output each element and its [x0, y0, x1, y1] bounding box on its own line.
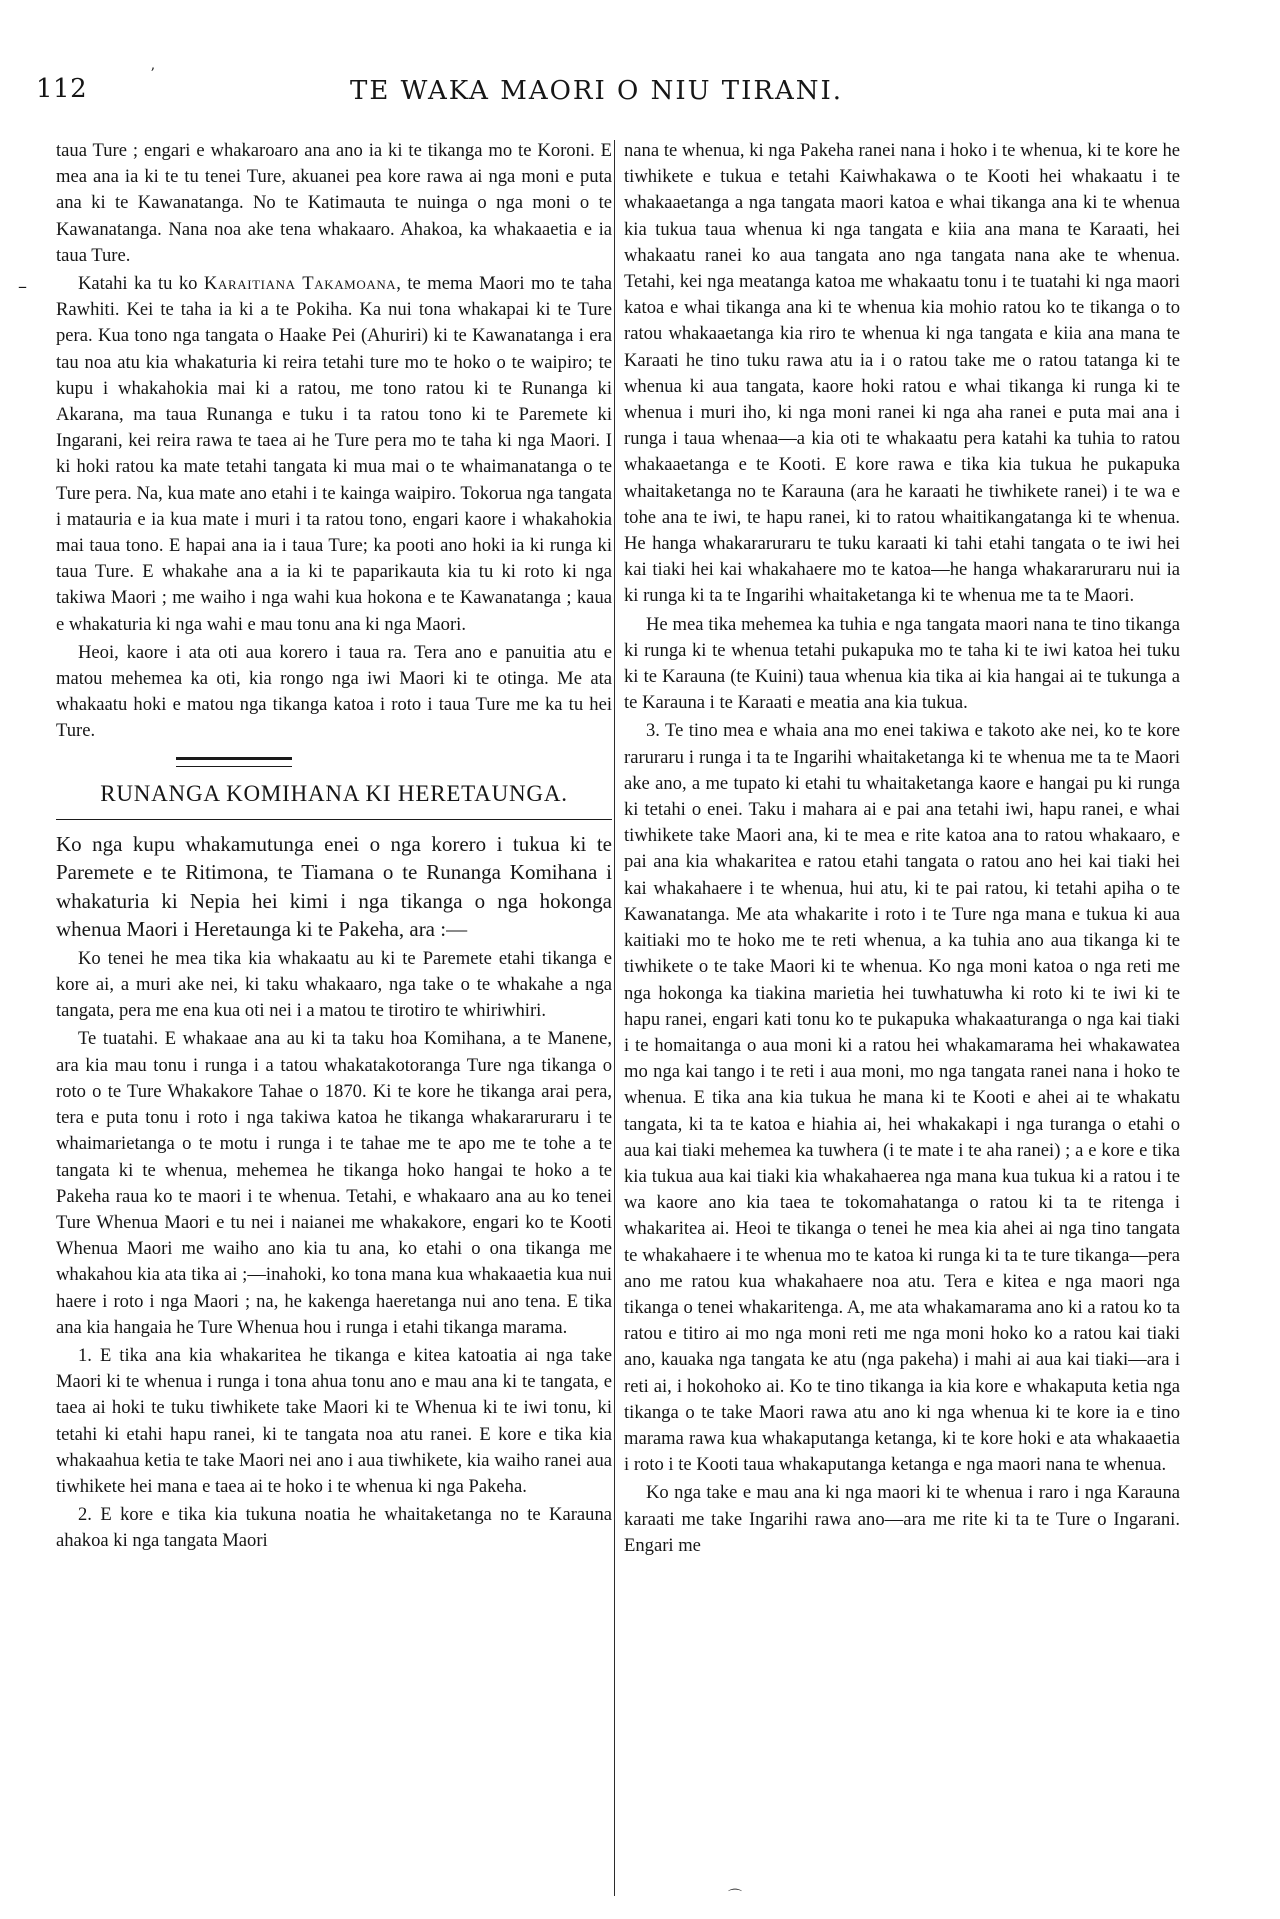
print-footer-mark: ⌒	[728, 1889, 742, 1905]
paragraph	[56, 271, 612, 638]
paragraph: Ko tenei he mea tika kia whakaatu au ki te Paremete etahi tikanga e kore ai, a muri ake nei, ki taku whakaaro, nga take o te whakahe a nga tangata, pera me ena kua oti nei i a matou te tirotiro te whiriwhiri.	[56, 947, 612, 1022]
speaker-name: Karaitiana Takamoana	[203, 273, 397, 295]
section-heading: RUNANGA KOMIHANA KI HERETAUNGA.	[100, 780, 568, 806]
paragraph: 2. E kore e tika kia tukuna noatia he whaitaketanga no te Karauna ahakoa ki nga tangata Maori	[56, 1504, 612, 1552]
left-column	[56, 138, 612, 1898]
paragraph: He mea tika mehemea ka tuhia e nga tangata maori nana te tino tikanga ki runga ki te whenua tetahi pukapuka mo te taha ki te iwi katoa hei tuku ki te Karauna (te Kuini) taua whenua kia tika ai kia hangai ai te tukunga a te Karauna i te Karaati e meatia ana kia tukua.	[624, 613, 1180, 714]
column-rule	[614, 140, 615, 1896]
paragraph: Te tuatahi. E whakaae ana au ki ta taku hoa Komihana, a te Manene, ara kia mau tonu i runga i a tatou whakatakotoranga Ture nga tikanga o roto o te Ture Whakakore Tahae o 1870. Ki te kore he tikanga arai pera, tera e puta tonu i roto i nga takiwa katoa he tikanga whakararuraru i te whaimarietanga o te motu i runga i te tahae me te apo me te tohe a te tangata ki te whenua, mehemea he tikanga hoko hangai te hoko a te Pakeha raua ko te maori i te whenua. Tetahi, e whakaaro ana au ko tenei Ture Whenua Maori e tu nei i naianei me whakakore, engari ko te Kooti Whenua Maori me waiho ano kia tu ana, ko etahi o ona tikanga me whakahou kia ata tika ai ;—inahoki, ko tona mana kua whakaaetia kua nui haere i roto i nga Maori ; na, he kakenga haeretanga nui ano tena. E tika ana kia hangaia he Ture Whenua hou i runga i etahi tikanga marama.	[56, 1028, 612, 1338]
paragraph: nana te whenua, ki nga Pakeha ranei nana i hoko i te whenua, ki te kore he tiwhikete e tukua e tetahi Kaiwhakawa o te Kooti hei whakaatu i te whakaaetanga a nga tangata maori katoa e whai tikanga ana ki te whenua kia tukua taua whenua ki nga tangata e kiia ana mana te Karaati, hei whakaatu ranei ko aua tangata ano nga tangata nana ake te whenua. Tetahi, kei nga meatanga katoa me whakaatu tonu i te tuatahi ki nga maori katoa e whai tikanga ana ki te whenua kia mohio ratou ko te tikanga o to ratou whakaaetanga kia riro te whenua ki nga tangata e kiia ana mana te Karaati he tino tuku rawa atu ia i o ratou take me o ratou tatanga ki te whenua ki aua tangata, kaore hoki ratou e whai tikanga ki runga ki te whenua i muri iho, ki nga moni ranei ki nga aha ranei e puta mai ana i runga i taua whenaa—a kia oti te whakaatu pera katahi ka tuhia to ratou whakaaetanga e te Kooti. E kore rawa e tika kia tukua he pukapuka whaitaketanga no te Karauna (ara he karaati he tiwhikete ranei) i te wa e tohe ana te iwi, te hapu ranei, ki to ratou whaitikangatanga ki te whenua. He hanga whakararuraru te tuku karaati ki tahi etahi tangata o te iwi hei kai tiaki hei kai whakahaere mo te katoa—he hanga whakararuraru nui ia ki runga ki ta te Ingarihi whaitaketanga ki te whenua me ta te Maori.	[624, 140, 1180, 607]
page-number: 112	[36, 74, 88, 104]
running-title: TE WAKA MAORI O NIU TIRANI.	[350, 76, 844, 106]
paragraph: Ko nga take e mau ana ki nga maori ki te whenua i raro i nga Karauna karaati me take Ingarihi rawa ano—ara me rite ki ta te Ture o Ingarani. Engari me	[624, 1482, 1180, 1556]
paragraph: Heoi, kaore i ata oti aua korero i taua ra. Tera ano e panuitia atu e matou mehemea ka oti, kia rongo nga iwi Maori ki te otinga. Me ata whakaatu hoki e matou nga tikanga katoa i roto i taua Ture me ka tu hei Ture.	[56, 641, 612, 742]
paragraph: 3. Te tino mea e whaia ana mo enei takiwa e takoto ake nei, ko te kore raruraru i runga i ta te Ingarihi whaitaketanga ki te whenua me ta te Maori ake ano, a me tupato ki etahi tu whaitaketanga kaore e hangai pu ki runga ki tetahi o enei. Taku i mahara ai e pai ana tetahi iwi, hapu ranei, e whai tiwhikete take Maori ana, ki te mea e rite katoa ana to ratou whakaaro, e pai ana kia whakaritea e ratou etahi tangata o ratou ano hei kai tiaki hei kai whakahaere i te whenua, hui atu, ki te pai ratou, ki tetahi apiha o te Kawanatanga. Me ata whakarite i roto i te Ture nga mana e tukua ki aua kaitiaki mo te hoko me te reti whenua, a ka tuhia ano aua tikanga ki te tiwhikete o te take Maori ki te whenua. Ko nga moni katoa o nga reti me nga hokonga ka tiakina marietia hei tuwhatuwha ki roto ki te iwi ki te hapu ranei, engari kati tonu ko te pukapuka whakaaturanga o nga kai tiaki i te homaitanga o aua moni ki a ratou hei whakamarama hei whakawatea mo nga kai tango i te reti i aua moni, mo nga tangata ranei nana i hoko te whenua. E tika ana kia tukua he mana ki te Kooti e ahei ai te whakatu tangata, ki ta te katoa e hiahia ai, hei whakakapi i nga turanga o etahi o aua kai tiaki mehemea ka tuwhera (i te mate i te aha ranei) ; a e kore e tika kia tukua aua kai tiaki kia whakahaerea nga mana kua tukua ki a ratou i te wa kaore ano kia taea te tokomahatanga o ratou ki ta te ritenga i whakaritea ai. Heoi te tikanga o tenei he mea kia ahei ai nga tino tangata te whakahaere i te whenua mo te katoa ki runga ki ta te ture tikanga—pera ano me ratou kua whakahaere noa atu. Tera e kitea e nga maori nga tikanga o tenei whakaritenga. A, me ata whakamarama ano ki a ratou ko ta ratou e titiro ai mo nga moni reti me nga moni hoko ko a ratou kai tiaki ano, kauaka nga tangata ke atu (nga pakeha) i mahi ai aua kai tiaki—ara i reti ai, i hokohoko ai. Ko te tino tikanga ia kia kore e whakaputa ketia nga tikanga o te take Maori rawa atu ano ki nga whenua ki te kore ia e tino marama rawa kua whakaputanga ketanga, ki te kore hoki e ata whakaaetia i roto i te Kooti taua whakaputanga ketanga e nga maori nana te whenua.	[624, 720, 1180, 1476]
paragraph: taua Ture ; engari e whakaroaro ana ano ia ki te tikanga mo te Koroni. E mea ana ia ki te tu tenei Ture, akuanei pea kore rawa ai nga moni e puta ana ki te Kawanatanga. No te Katimauta te nuinga o nga moni o te Kawanatanga. Nana noa ake tena whakaaro. Ahakoa, ka whakaaetia e ia taua Ture.	[56, 140, 612, 266]
margin-dash: –	[18, 276, 27, 297]
paragraph-body: , te mema Maori mo te taha Rawhiti. Kei te taha ia ki a te Pokiha. Ka nui tona whakapai ki te Ture pera. Kua tono nga tangata o Haake Pei (Ahuriri) ki te Kawanatanga i era tau noa atu kia whakaturia ki reira tetahi ture mo te hoko o te waipiro; te kupu i whakahokia mai ki a ratou, me tono ratou ki te Runanga ki Akarana, ma taua Runanga e tuku i ta ratou tono ki te Paremete ki Ingarani, kei reira rawa te taea ai he Ture pera mo te taha ki nga Maori. I ki hoki ratou ka mate tetahi tangata ki mua mai o te whaimanatanga o te Ture pera. Na, kua mate ano etahi i te kainga waipiro. Tokorua nga tangata i matauria e ia kua mate i muri i ta ratou tono, engari kaore i whakahokia mai taua tono. E hapai ana ia i taua Ture; ka pooti ano hoki ia ki runga ki taua Ture. E whakahe ana a ia ki te paparikauta kia tu ki roto ki nga takiwa Maori ; me waiho i nga wahi kua hokona e te Kawanatanga ; kaua e whakaturia ki nga wahi e mau tonu ana ki nga Maori.	[56, 273, 612, 635]
print-tick-mark: ʼ	[150, 66, 155, 82]
paragraph: 1. E tika ana kia whakaritea he tikanga e kitea katoatia ai nga take Maori ki te whenua i runga i tona ahua tonu ano e mau ana ki te tangata, e taea ai hoki te tuku tiwhikete take Maori ki te Whenua ki te iwi tonu, ki tetahi ki etahi hapu ranei, ki te tangata noa atu ranei. E kore e tika kia whakaahua ketia te take Maori nei ano i aua tiwhikete, kia waiho ranei aua tiwhikete hei mana e taea ai te hoko i te whenua ki nga Pakeha.	[56, 1344, 612, 1497]
heading-rule	[56, 819, 612, 820]
paragraph-lead: Katahi ka tu ko	[78, 273, 204, 295]
section-divider	[176, 757, 292, 767]
intro-paragraph: Ko nga kupu whakamutunga enei o nga korero i tukua ki te Paremete e te Ritimona, te Tiamana o te Runanga Komihana i whakaturia ki Nepia hei kimi i nga tikanga o nga hokonga whenua Maori i Heretaunga ki te Pakeha, ara :—	[56, 831, 612, 942]
right-column	[624, 138, 1180, 1898]
